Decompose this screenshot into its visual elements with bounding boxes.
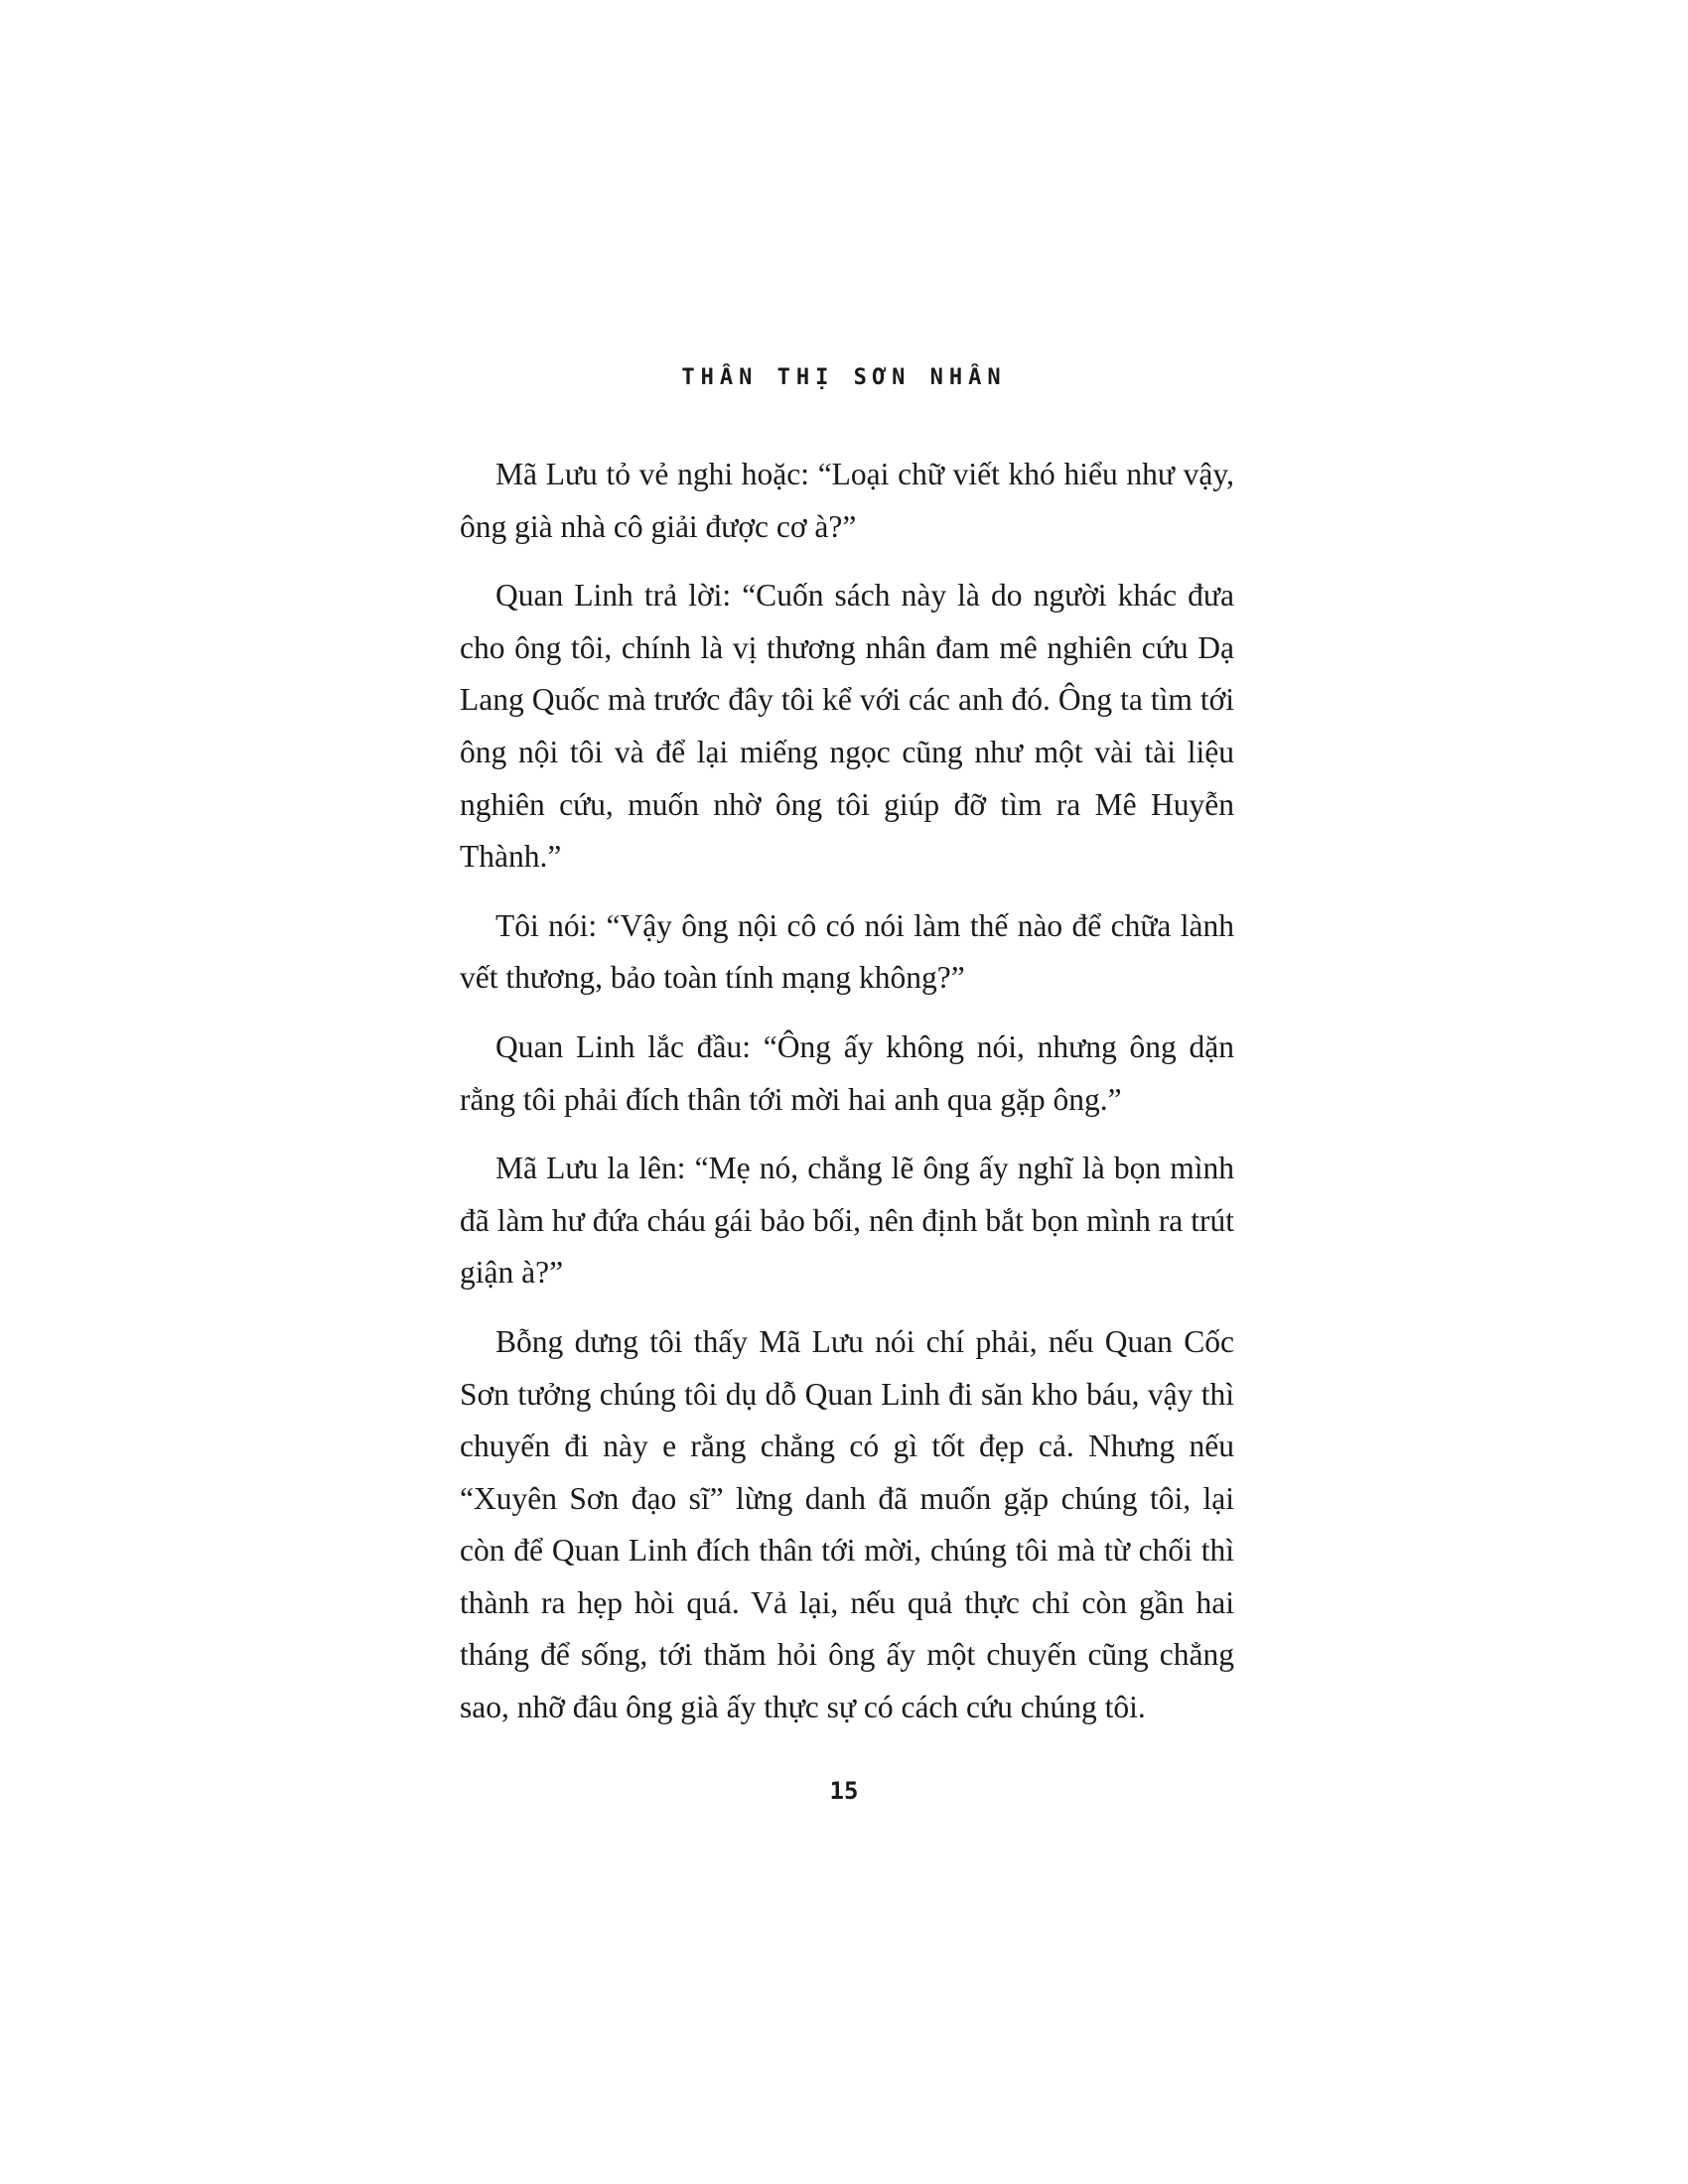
page-number: 15 bbox=[829, 1777, 859, 1805]
paragraph-5: Mã Lưu la lên: “Mẹ nó, chẳng lẽ ông ấy nghĩ là bọn mình đã làm hư đứa cháu gái bảo bối, nên định bắt bọn mình ra trút giận à?” bbox=[460, 1151, 1234, 1291]
paragraph-1: Mã Lưu tỏ vẻ nghi hoặc: “Loại chữ viết khó hiểu như vậy, ông già nhà cô giải được cơ à?” bbox=[460, 457, 1234, 544]
body-text bbox=[460, 449, 1234, 1751]
paragraph-2: Quan Linh trả lời: “Cuốn sách này là do người khác đưa cho ông tôi, chính là vị thương nhân đam mê nghiên cứu Dạ Lang Quốc mà trước đây tôi kể với các anh đó. Ông ta tìm tới ông nội tôi và để lại miếng ngọc cũng như một vài tài liệu nghiên cứu, muốn nhờ ông tôi giúp đỡ tìm ra Mê Huyễn Thành.” bbox=[460, 578, 1234, 875]
running-header: THÂN THỊ SƠN NHÂN bbox=[681, 365, 1007, 390]
paragraph-4: Quan Linh lắc đầu: “Ông ấy không nói, nhưng ông dặn rằng tôi phải đích thân tới mời hai anh qua gặp ông.” bbox=[460, 1028, 1234, 1117]
paragraph-3: Tôi nói: “Vậy ông nội cô có nói làm thế nào để chữa lành vết thương, bảo toàn tính mạng không?” bbox=[460, 907, 1234, 996]
paragraph-6: Bỗng dưng tôi thấy Mã Lưu nói chí phải, nếu Quan Cốc Sơn tưởng chúng tôi dụ dỗ Quan Linh đi săn kho báu, vậy thì chuyến đi này e rằng chẳng có gì tốt đẹp cả. Nhưng nếu “Xuyên Sơn đạo sĩ” lừng danh đã muốn gặp chúng tôi, lại còn để Quan Linh đích thân tới mời, chúng tôi mà từ chối thì thành ra hẹp hòi quá. Vả lại, nếu quả thực chỉ còn gần hai tháng để sống, tới thăm hỏi ông ấy một chuyến cũng chẳng sao, nhỡ đâu ông già ấy thực sự có cách cứu chúng tôi. bbox=[460, 1323, 1234, 1725]
